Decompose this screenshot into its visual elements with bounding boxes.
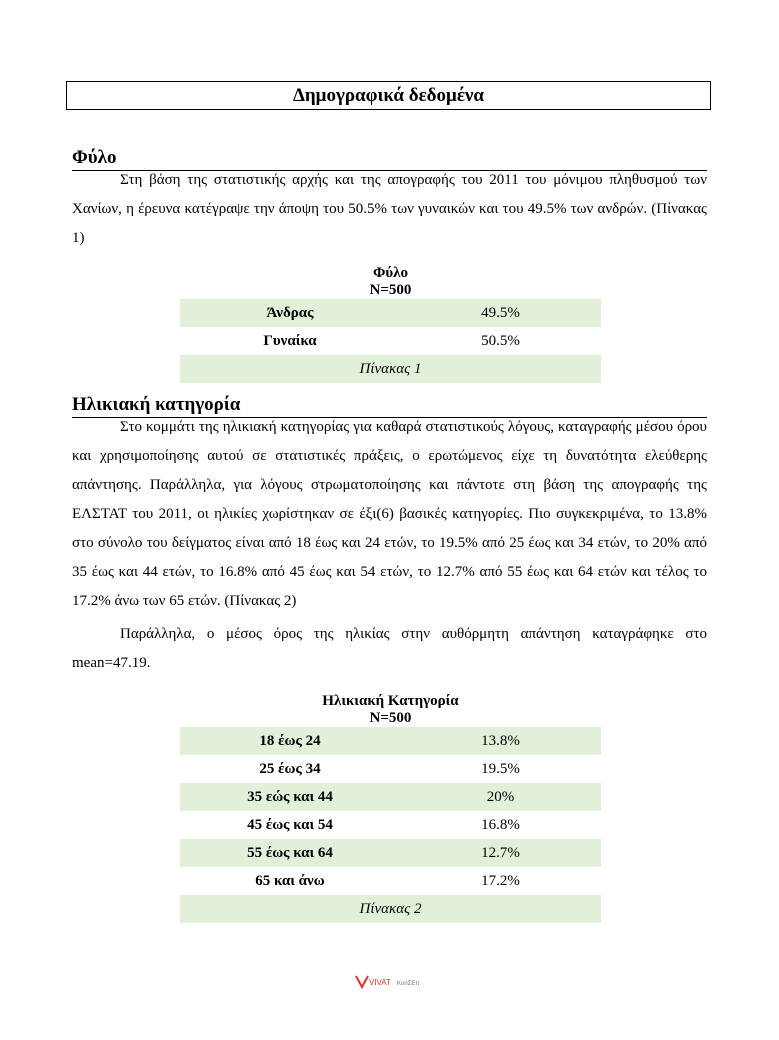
row-label: 45 έως και 54 <box>247 816 333 833</box>
age-table <box>180 693 601 923</box>
section-heading-age: Ηλικιακή κατηγορία <box>72 394 707 418</box>
age-table-title: Ηλικιακή Κατηγορία <box>322 693 459 709</box>
row-value: 19.5% <box>481 760 520 777</box>
page-title: Δημογραφικά δεδομένα <box>66 81 711 110</box>
age-paragraph-1: Στο κομμάτι της ηλικιακή κατηγορίας για καθαρά στατιστικούς λόγους, καταγραφής μέσου όρου και χρησιμοποίησης αυτού σε στατιστικές πράξεις, ο ερωτώμενος είχε τη δυνατότητα ελεύθερης απάντησης. Παράλληλα, για λόγους στρωματοποίησης και πάντοτε στη βάση της απογραφής της ΕΛΣΤΑΤ του 2011, οι ηλικίες χωρίστηκαν σε έξι(6) βασικές κατηγορίες. Πιο συγκεκριμένα, το 13.8% στο σύνολο του δείγματος είναι από 18 έως και 24 ετών, το 19.5% από 25 έως και 34 ετών, το 20% από 35 έως και 44 ετών, το 16.8% από 45 έως και 54 ετών, το 12.7% από 55 έως και 64 ετών και τέλος το 17.2% άνω των 65 ετών. (Πίνακας 2) <box>72 419 707 609</box>
table-row <box>180 755 601 783</box>
row-value: 12.7% <box>481 844 520 861</box>
row-label: 65 και άνω <box>255 872 325 889</box>
row-value: 50.5% <box>481 332 520 349</box>
table-row <box>180 839 601 867</box>
table-caption: Πίνακας 1 <box>180 355 601 383</box>
svg-text:VIVAT: VIVAT <box>369 978 391 987</box>
row-value: 20% <box>486 788 515 805</box>
gender-paragraph: Στη βάση της στατιστικής αρχής και της απογραφής του 2011 του μόνιμου πληθυσμού των Χανίων, η έρευνα κατέγραψε την άποψη του 50.5% των γυναικών και του 49.5% των ανδρών. (Πίνακας 1) <box>72 172 707 246</box>
row-value: 16.8% <box>481 816 520 833</box>
table-row <box>180 783 601 811</box>
table-caption: Πίνακας 2 <box>180 895 601 923</box>
table-row <box>180 327 601 355</box>
row-label: 55 έως και 64 <box>247 844 333 861</box>
row-label: 25 έως 34 <box>259 760 321 777</box>
table-row <box>180 811 601 839</box>
vivat-logo <box>355 973 435 991</box>
row-value: 13.8% <box>481 732 520 749</box>
age-paragraph-2: Παράλληλα, ο μέσος όρος της ηλικίας στην αυθόρμητη απάντηση καταγράφηκε στο mean=47.19. <box>72 626 707 671</box>
gender-table <box>180 265 601 383</box>
row-label: 18 έως 24 <box>259 732 321 749</box>
vivat-logo-mark <box>355 973 435 991</box>
age-table-n: N=500 <box>369 710 412 726</box>
gender-table-title: Φύλο <box>372 265 409 281</box>
section-heading-gender: Φύλο <box>72 147 707 171</box>
table-row <box>180 727 601 755</box>
gender-table-n: N=500 <box>369 282 412 298</box>
row-label: Γυναίκα <box>263 332 317 349</box>
svg-text:KonΣΕπ: KonΣΕπ <box>397 981 420 987</box>
row-label: Άνδρας <box>266 304 314 321</box>
row-value: 17.2% <box>481 872 520 889</box>
table-row <box>180 299 601 327</box>
table-row <box>180 867 601 895</box>
row-label: 35 εώς και 44 <box>247 788 333 805</box>
row-value: 49.5% <box>481 304 520 321</box>
